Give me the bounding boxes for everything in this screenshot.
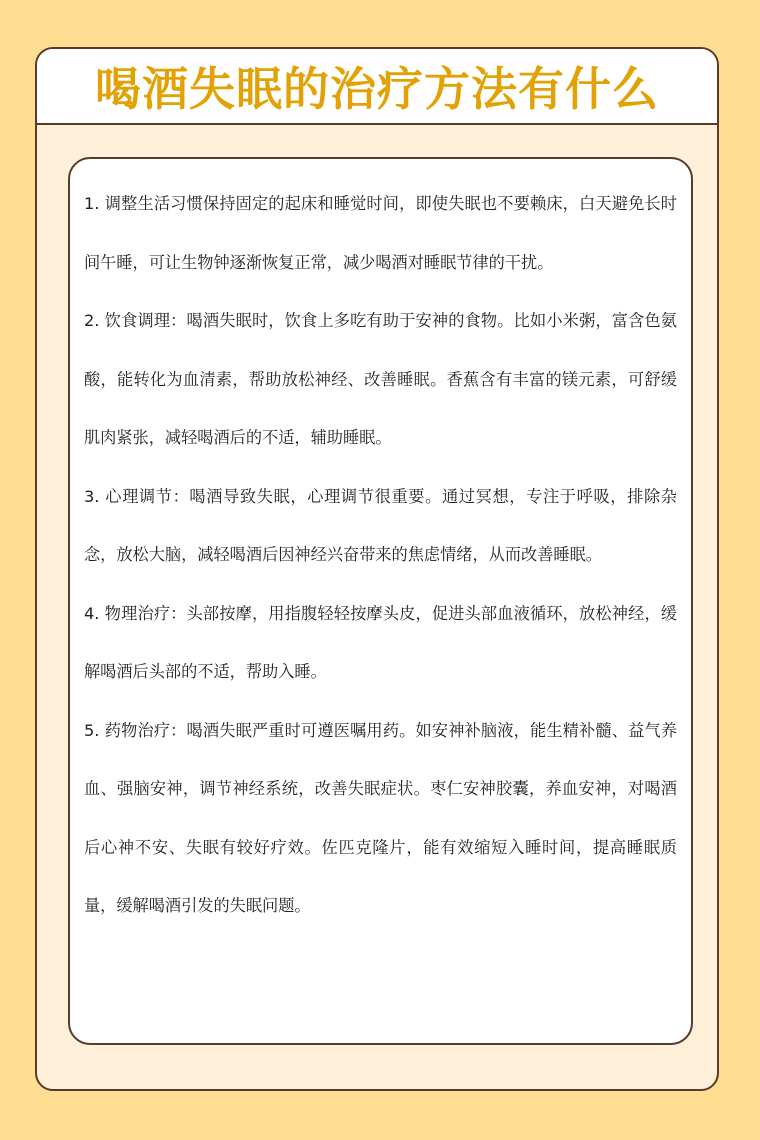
paragraph-3: 3. 心理调节：喝酒导致失眠，心理调节很重要。通过冥想，专注于呼吸，排除杂念，放松大脑，减轻喝酒后因神经兴奋带来的焦虑情绪，从而改善睡眠。 [84, 486, 677, 564]
paragraph-5: 5. 药物治疗：喝酒失眠严重时可遵医嘱用药。如安神补脑液，能生精补髓、益气养血、强脑安神，调节神经系统，改善失眠症状。枣仁安神胶囊，养血安神，对喝酒后心神不安、失眠有较好疗效。佐匹克隆片，能有效缩短入睡时间，提高睡眠质量，缓解喝酒引发的失眠问题。 [84, 720, 677, 915]
title-bar [37, 49, 717, 125]
paragraph-1: 1. 调整生活习惯保持固定的起床和睡觉时间，即使失眠也不要赖床，白天避免长时间午睡，可让生物钟逐渐恢复正常，减少喝酒对睡眠节律的干扰。 [84, 194, 677, 272]
content-box [68, 157, 693, 1045]
paragraph-4: 4. 物理治疗：头部按摩，用指腹轻轻按摩头皮，促进头部血液循环，放松神经，缓解喝酒后头部的不适，帮助入睡。 [84, 603, 677, 681]
article-card [35, 47, 719, 1091]
page-title: 喝酒失眠的治疗方法有什么 [95, 62, 659, 116]
paragraph-2: 2. 饮食调理：喝酒失眠时，饮食上多吃有助于安神的食物。比如小米粥，富含色氨酸，能转化为血清素，帮助放松神经、改善睡眠。香蕉含有丰富的镁元素，可舒缓肌肉紧张，减轻喝酒后的不适，辅助睡眠。 [84, 311, 677, 447]
